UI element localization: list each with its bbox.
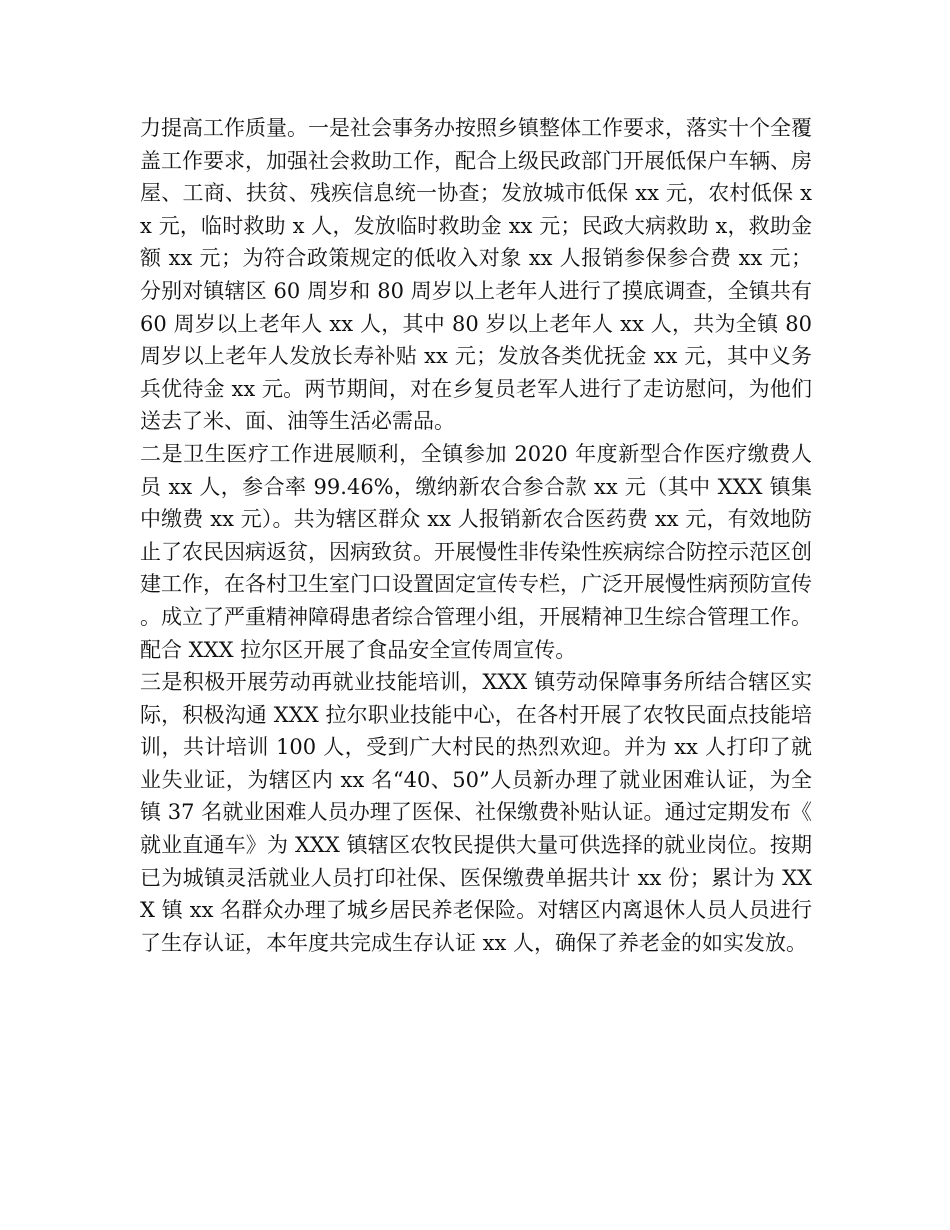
paragraph-employment-training: 三是积极开展劳动再就业技能培训，XXX 镇劳动保障事务所结合辖区实际，积极沟通 XXX 拉尔职业技能中心，在各村开展了农牧民面点技能培训，共计培训 100 人，受到广大村民的热烈欢迎。并为 xx 人打印了就业失业证，为辖区内 xx 名“40、50”人员新办理了就业困难认证，为全镇 37 名就业困难人员办理了医保、社保缴费补贴认证。通过定期发布《就业直通车》为 XXX 镇辖区农牧民提供大量可供选择的就业岗位。按期已为城镇灵活就业人员打印社保、医保缴费单据共计 xx 份；累计为 XXX 镇 xx 名群众办理了城乡居民养老保险。对辖区内离退休人员人员进行了生存认证，本年度共完成生存认证 xx 人，确保了养老金的如实发放。 xyxy=(140,670,812,955)
paragraph-social-affairs: 力提高工作质量。一是社会事务办按照乡镇整体工作要求，落实十个全覆盖工作要求，加强社会救助工作，配合上级民政部门开展低保户车辆、房屋、工商、扶贫、残疾信息统一协查；发放城市低保 xx 元，农村低保 xx 元，临时救助 x 人，发放临时救助金 xx 元；民政大病救助 x，救助金额 xx 元；为符合政策规定的低收入对象 xx 人报销参保参合费 xx 元；分别对镇辖区 60 周岁和 80 周岁以上老年人进行了摸底调查，全镇共有 60 周岁以上老年人 xx 人，其中 80 岁以上老年人 xx 人，共为全镇 80 周岁以上老年人发放长寿补贴 xx 元；发放各类优抚金 xx 元，其中义务兵优待金 xx 元。两节期间，对在乡复员老军人进行了走访慰问，为他们送去了米、面、油等生活必需品。 xyxy=(140,116,812,434)
document-body xyxy=(140,112,812,959)
paragraph-health-care: 二是卫生医疗工作进展顺利，全镇参加 2020 年度新型合作医疗缴费人员 xx 人，参合率 99.46%，缴纳新农合参合款 xx 元（其中 XXX 镇集中缴费 xx 元）。共为辖区群众 xx 人报销新农合医药费 xx 元，有效地防止了农民因病返贫，因病致贫。开展慢性非传染性疾病综合防控示范区创建工作，在各村卫生室门口设置固定宣传专栏，广泛开展慢性病预防宣传。成立了严重精神障碍患者综合管理小组，开展精神卫生综合管理工作。配合 XXX 拉尔区开展了食品安全宣传周宣传。 xyxy=(140,441,812,662)
